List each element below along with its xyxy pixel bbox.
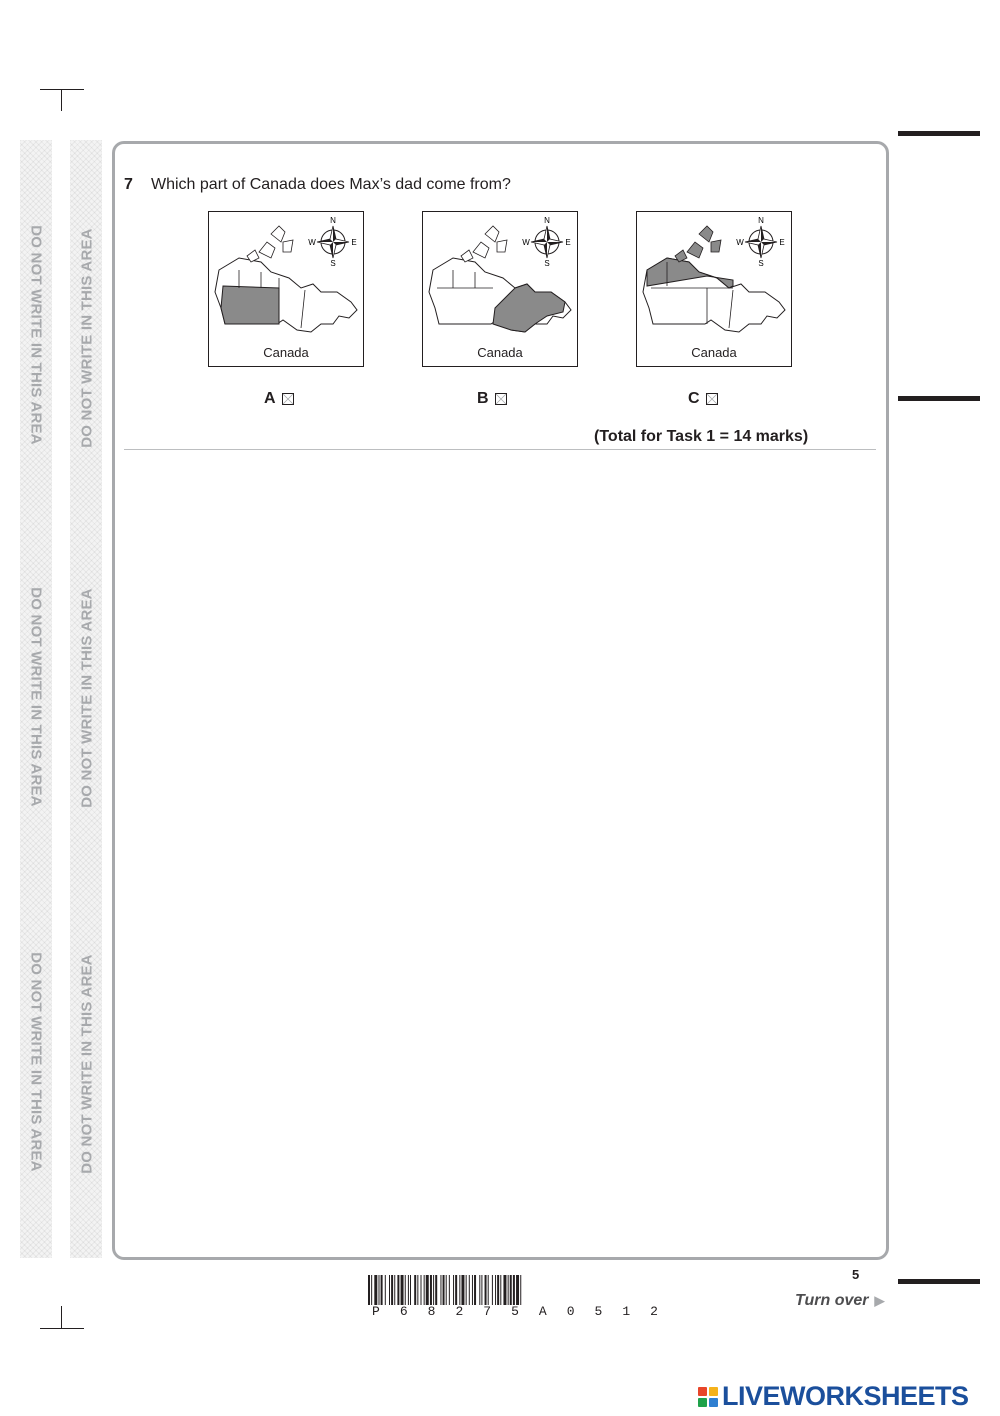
barcode-bar: [479, 1275, 480, 1305]
side-bar-middle: [898, 396, 980, 401]
map-option-b: [422, 211, 578, 367]
option-letter: C: [688, 390, 700, 407]
barcode-bar: [503, 1275, 506, 1305]
barcode-bar: [401, 1275, 404, 1305]
compass-e-label: E: [351, 238, 357, 247]
barcode-bar: [374, 1275, 377, 1305]
compass-s-label: S: [544, 259, 550, 268]
barcode-bar: [455, 1275, 457, 1305]
barcode-bar: [391, 1275, 393, 1305]
compass-s-label: S: [758, 259, 764, 268]
option-b[interactable]: [477, 390, 507, 408]
margin-notice: DO NOT WRITE IN THIS AREA: [27, 587, 45, 807]
logo-square: [698, 1398, 707, 1407]
barcode-bar: [433, 1275, 434, 1305]
barcode-bar: [497, 1275, 499, 1305]
barcode-digit: 5: [594, 1304, 603, 1319]
compass-w-label: W: [736, 238, 744, 247]
barcode-bar: [513, 1275, 515, 1305]
barcode-bar: [426, 1275, 429, 1305]
margin-notice: DO NOT WRITE IN THIS AREA: [78, 954, 96, 1174]
compass-n-label: N: [330, 216, 336, 225]
barcode-digit: 7: [483, 1304, 492, 1319]
barcode-bar: [510, 1275, 512, 1305]
barcode-bar: [421, 1275, 422, 1305]
logo-square: [709, 1398, 718, 1407]
barcode-bar: [394, 1275, 395, 1305]
compass-e-label: E: [779, 238, 785, 247]
barcode-bar: [385, 1275, 386, 1305]
barcode-bar: [488, 1275, 489, 1305]
barcode-bar: [414, 1275, 416, 1305]
question-text: Which part of Canada does Max’s dad come from?: [151, 176, 511, 193]
barcode-bar: [443, 1275, 445, 1305]
barcode-bar: [485, 1275, 487, 1305]
barcode-bar: [492, 1275, 493, 1305]
side-bar-bottom: [898, 1279, 980, 1284]
barcode-bar: [449, 1275, 450, 1305]
margin-notice: DO NOT WRITE IN THIS AREA: [78, 228, 96, 448]
compass-s-label: S: [330, 259, 336, 268]
logo-square: [709, 1387, 718, 1396]
answer-checkbox[interactable]: [282, 393, 294, 405]
barcode-bar: [481, 1275, 482, 1305]
map-label: Canada: [263, 345, 309, 360]
barcode-bar: [417, 1275, 418, 1305]
barcode-bar: [461, 1275, 464, 1305]
barcode-bar: [495, 1275, 496, 1305]
barcode-digit: 6: [399, 1304, 408, 1319]
crop-mark-top-h: [40, 89, 84, 90]
map-option-a: [208, 211, 364, 367]
turn-over: [795, 1292, 885, 1310]
barcode-bar: [410, 1275, 411, 1305]
map-label: Canada: [477, 345, 523, 360]
barcode-bar: [371, 1275, 372, 1305]
barcode-bar: [381, 1275, 383, 1305]
barcode-bar: [389, 1275, 390, 1305]
barcode-bar: [368, 1275, 370, 1305]
barcode-bar: [500, 1275, 501, 1305]
task-total: (Total for Task 1 = 14 marks): [594, 428, 809, 445]
turn-over-label: Turn over: [795, 1292, 869, 1309]
barcode-bar: [474, 1275, 476, 1305]
question-number: 7: [124, 176, 133, 193]
margin-notice: DO NOT WRITE IN THIS AREA: [27, 225, 45, 445]
barcode-digit: 8: [427, 1304, 436, 1319]
barcode-digit: 2: [650, 1304, 658, 1319]
crop-mark-bottom-h: [40, 1328, 84, 1329]
barcode-digit: 2: [455, 1304, 464, 1319]
barcode-bar: [508, 1275, 509, 1305]
option-c[interactable]: [688, 390, 718, 408]
barcode-bar: [466, 1275, 467, 1305]
barcode-bar: [405, 1275, 406, 1305]
barcode-bar: [440, 1275, 441, 1305]
barcode-digits: [372, 1304, 658, 1319]
barcode-digit: 1: [622, 1304, 631, 1319]
barcode-bar: [453, 1275, 454, 1305]
option-a[interactable]: [264, 390, 294, 408]
option-letter: A: [264, 390, 276, 407]
barcode-bar: [408, 1275, 409, 1305]
compass-w-label: W: [308, 238, 316, 247]
barcode-bar: [435, 1275, 437, 1305]
side-bar-top: [898, 131, 980, 136]
barcode-bar: [520, 1275, 521, 1305]
answer-checkbox[interactable]: [706, 393, 718, 405]
margin-notice: DO NOT WRITE IN THIS AREA: [27, 952, 45, 1172]
barcode-bar: [424, 1275, 425, 1305]
crop-mark-bottom-v: [61, 1306, 62, 1328]
compass-w-label: W: [522, 238, 530, 247]
compass-e-label: E: [565, 238, 571, 247]
crop-mark-top-v: [61, 89, 62, 111]
logo-text: LIVEWORKSHEETS: [722, 1381, 969, 1411]
page-number: 5: [852, 1267, 860, 1282]
barcode-bar: [430, 1275, 432, 1305]
map-label: Canada: [691, 345, 737, 360]
compass-n-label: N: [758, 216, 764, 225]
barcode-bar: [379, 1275, 380, 1305]
barcode-bar: [472, 1275, 473, 1305]
barcode-digit: 5: [511, 1304, 519, 1319]
liveworksheets-logo: [698, 1381, 969, 1412]
map-option-c: [636, 211, 792, 367]
barcode-bar: [397, 1275, 399, 1305]
barcode: [368, 1275, 658, 1305]
barcode-digit: 0: [566, 1304, 575, 1319]
barcode-bar: [516, 1275, 519, 1305]
play-arrow-icon: ▶: [874, 1293, 885, 1308]
barcode-digit: P: [372, 1304, 380, 1319]
barcode-bar: [446, 1275, 447, 1305]
logo-square: [698, 1387, 707, 1396]
barcode-bar: [469, 1275, 470, 1305]
barcode-bar: [459, 1275, 460, 1305]
logo-mark-icon: [698, 1387, 718, 1407]
compass-n-label: N: [544, 216, 550, 225]
margin-notice: DO NOT WRITE IN THIS AREA: [78, 588, 96, 808]
section-divider: [124, 449, 876, 450]
option-letter: B: [477, 390, 489, 407]
barcode-digit: A: [538, 1304, 547, 1319]
answer-checkbox[interactable]: [495, 393, 507, 405]
